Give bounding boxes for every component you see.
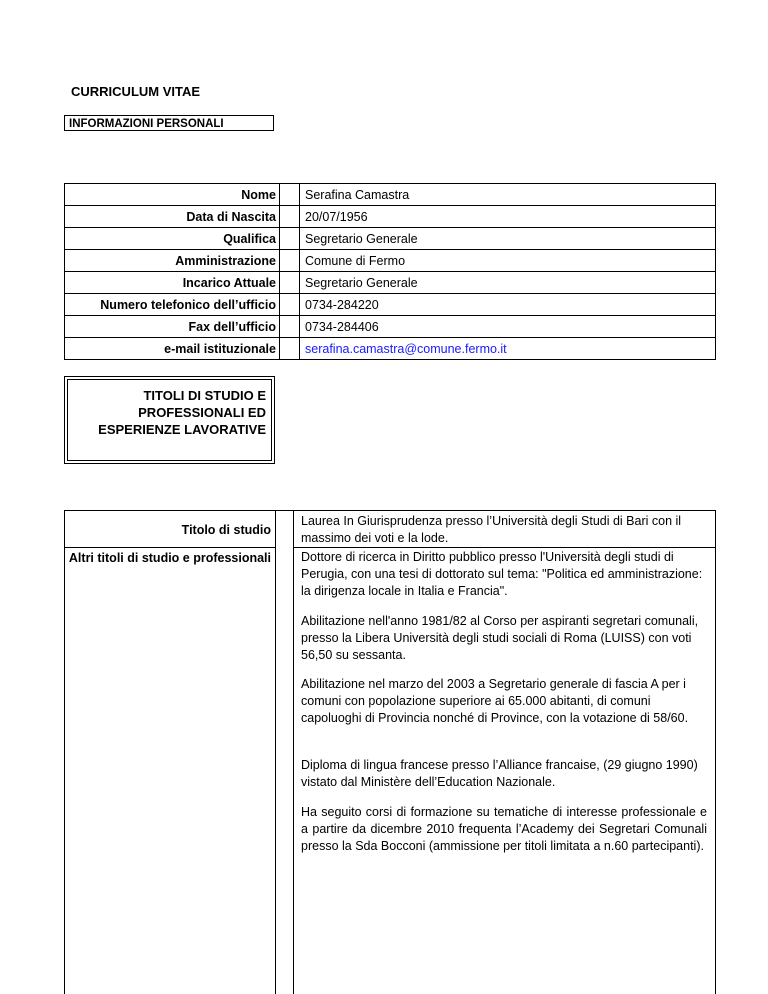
row-value: 0734-284406 [300,316,716,338]
titolo-label: Titolo di studio [181,523,271,537]
paragraph: Abilitazione nell'anno 1981/82 al Corso per aspiranti segretari comunali, presso la Libera Università degli studi sociali di Roma (LUISS) con voti 56,50 su sessanta. [301,614,699,662]
table-row [65,206,716,228]
personal-info-table [64,183,716,360]
row-value: 20/07/1956 [300,206,716,228]
table-row [65,184,716,206]
titolo-text: Laurea In Giurisprudenza presso l’Università degli Studi di Bari con il massimo dei voti e la lode. [301,514,682,545]
titles-section-heading: TITOLI DI STUDIO E PROFESSIONALI ED ESPERIENZE LAVORATIVE [98,388,266,437]
row-label: Incarico Attuale [65,272,280,294]
table-row [65,272,716,294]
row-value: Segretario Generale [300,272,716,294]
row-label: Data di Nascita [65,206,280,228]
paragraph: Dottore di ricerca in Diritto pubblico presso l'Università degli studi di Perugia, con una tesi di dottorato sul tema: "Politica ed amministrazione: la dirigenza locale in Italia e Francia". [301,550,703,598]
titles-section-box [64,376,275,464]
row-value: Comune di Fermo [300,250,716,272]
row-label: Qualifica [65,228,280,250]
table-row [65,316,716,338]
row-label: Nome [65,184,280,206]
page-title: CURRICULUM VITAE [71,84,201,99]
table-row [65,228,716,250]
row-label: e-mail istituzionale [65,338,280,360]
table-row [65,250,716,272]
altri-titoli-label: Altri titoli di studio e professionali [68,551,271,565]
row-value: 0734-284220 [300,294,716,316]
paragraph: Diploma di lingua francese presso l’Alliance francaise, (29 giugno 1990) vistato dal Ministère dell’Education Nazionale. [301,758,698,789]
row-label: Fax dell’ufficio [65,316,280,338]
email-link[interactable]: serafina.camastra@comune.fermo.it [305,341,507,356]
row-label: Numero telefonico dell’ufficio [65,294,280,316]
education-table [64,510,716,994]
row-value: Serafina Camastra [300,184,716,206]
table-row [65,338,716,360]
paragraph: Ha seguito corsi di formazione su tematiche di interesse professionale e a partire da dicembre 2010 frequenta l’Academy dei Segretari Comunali presso la Sda Bocconi (ammissione per titoli limitata a n.60 partecipanti). [301,805,707,853]
row-label: Amministrazione [65,250,280,272]
table-row [65,294,716,316]
row-value: Segretario Generale [300,228,716,250]
personal-section-title: INFORMAZIONI PERSONALI [64,115,274,131]
paragraph: Abilitazione nel marzo del 2003 a Segretario generale di fascia A per i comuni con popolazione superiore ai 65.000 abitanti, di comuni capoluoghi di Provincia nonché di Province, con la votazione di 58/60. [301,677,689,725]
